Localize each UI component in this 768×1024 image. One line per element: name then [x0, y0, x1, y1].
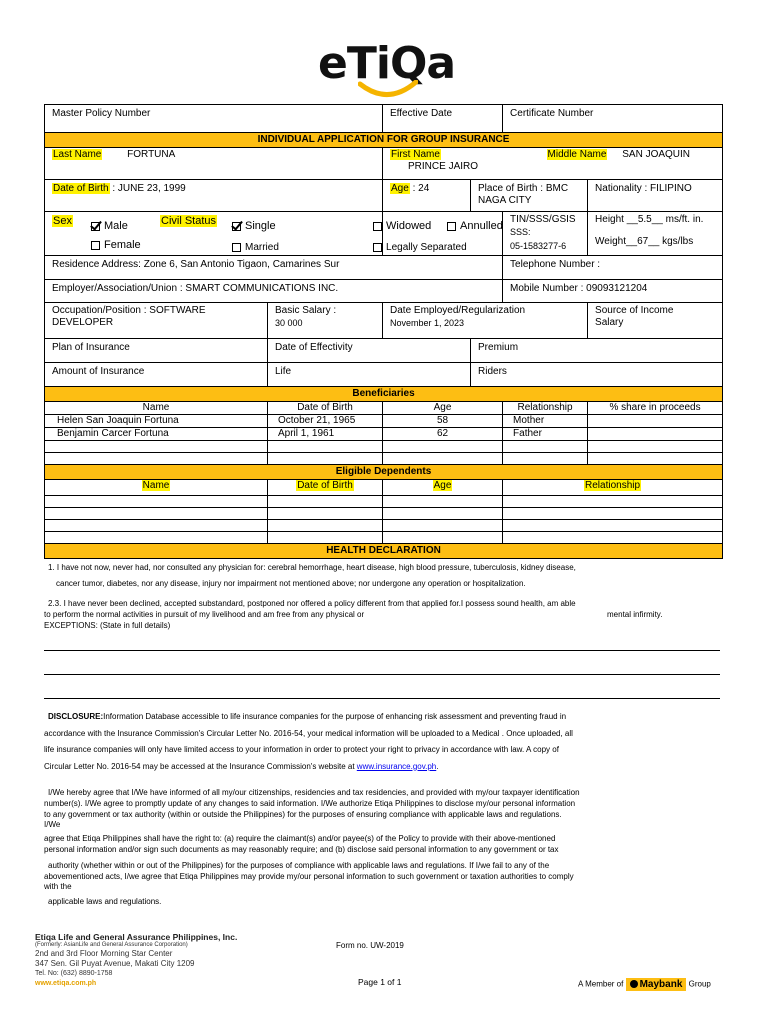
- income-source-value: Salary: [595, 317, 624, 328]
- date-employed-label: Date Employed/Regularization: [390, 305, 526, 316]
- ben-col-share: % share in proceeds: [588, 402, 723, 415]
- salary-field[interactable]: [268, 303, 383, 339]
- agreement-line: I/We: [44, 820, 61, 830]
- widowed-label: Widowed: [386, 220, 432, 232]
- table-row[interactable]: [45, 453, 723, 465]
- ben-col-name: Name: [45, 402, 268, 415]
- exceptions-label: EXCEPTIONS: (State in full details): [44, 621, 171, 630]
- dependents-section-title: Eligible Dependents: [45, 465, 723, 480]
- company-address-block: [35, 932, 237, 989]
- effectivity-label: Date of Effectivity: [275, 342, 353, 353]
- civil-single-option[interactable]: [232, 220, 276, 232]
- occupation-line2: DEVELOPER: [52, 317, 114, 328]
- life-field[interactable]: [268, 363, 471, 387]
- beneficiary-share: [588, 428, 723, 441]
- premium-label: Premium: [478, 342, 519, 353]
- legally-separated-checkbox[interactable]: [373, 243, 382, 252]
- certificate-number-field[interactable]: [503, 105, 723, 133]
- etiqa-logo: [318, 40, 466, 106]
- life-label: Life: [275, 366, 292, 377]
- telephone-label: Telephone Number :: [510, 259, 601, 270]
- maybank-tiger-icon: [630, 980, 638, 988]
- sss-label: SSS:: [510, 227, 531, 237]
- salary-label: Basic Salary :: [275, 305, 337, 316]
- company-name: Etiqa Life and General Assurance Philippines, Inc.: [35, 932, 238, 942]
- dep-col-name: Name: [142, 480, 170, 491]
- disclosure-line3: life insurance companies will only have limited access to your information in order to protect your right to privacy in accordance with law. A copy of: [44, 745, 559, 754]
- ben-col-dob: Date of Birth: [268, 402, 383, 415]
- married-label: Married: [245, 242, 279, 253]
- beneficiaries-section-title: Beneficiaries: [45, 387, 723, 402]
- ben-col-relationship: Relationship: [503, 402, 588, 415]
- disclosure-line2: accordance with the Insurance Commission's Circular Letter No. 2016-54, your medical information will be uploaded to a Medical . Once uploaded, all: [44, 728, 573, 738]
- beneficiary-dob: April 1, 1961: [268, 428, 383, 441]
- sex-male-option[interactable]: [91, 220, 128, 232]
- effective-date-label: Effective Date: [390, 108, 453, 119]
- riders-field[interactable]: [471, 363, 723, 387]
- middle-name-value: SAN JOAQUIN: [622, 149, 691, 160]
- address-line1: 2nd and 3rd Floor Morning Star Center: [35, 949, 173, 958]
- effective-date-field[interactable]: [383, 105, 503, 133]
- female-checkbox[interactable]: [91, 241, 100, 250]
- premium-field[interactable]: [471, 339, 723, 363]
- single-label: Single: [245, 220, 276, 232]
- maybank-text: Maybank: [639, 979, 683, 990]
- annulled-label: Annulled: [460, 220, 503, 232]
- beneficiary-age: 58: [383, 415, 503, 428]
- exceptions-line-1[interactable]: [44, 650, 720, 651]
- sex-female-option[interactable]: [91, 239, 141, 251]
- address-line2: 347 Sen. Gil Puyat Avenue, Makati City 1209: [35, 959, 195, 968]
- agreement-line: personal information and/or sign such documents as may reasonably require; and (b) disclose said personal information to any government or tax: [44, 844, 559, 854]
- health-question-1: [44, 561, 726, 590]
- company-formerly: (Formerly: AsianLife and General Assurance Corporation): [35, 942, 188, 948]
- master-policy-label: Master Policy Number: [52, 108, 151, 119]
- plan-field[interactable]: [45, 339, 268, 363]
- company-website[interactable]: www.etiqa.com.ph: [35, 980, 97, 987]
- form-number: Form no. UW-2019: [336, 941, 404, 950]
- table-row[interactable]: [45, 441, 723, 453]
- sex-label: Sex: [53, 215, 72, 227]
- exceptions-line-3[interactable]: [44, 698, 720, 699]
- female-label: Female: [104, 239, 141, 251]
- beneficiaries-header-row: [45, 402, 723, 415]
- health-question-2: [44, 598, 722, 631]
- dob-label: Date of Birth: [53, 183, 109, 194]
- tin-sss-field[interactable]: [503, 212, 588, 256]
- beneficiary-dob: October 21, 1965: [268, 415, 383, 428]
- agreement-line: number(s). I/We agree to promptly update of any changes to said information. I/We authorize Etiqa Philippines to disclose my/our personal information: [44, 798, 576, 808]
- first-name-label: First Name: [391, 149, 440, 160]
- place-of-birth-field[interactable]: [471, 180, 588, 212]
- application-form: [44, 104, 723, 559]
- riders-label: Riders: [478, 366, 507, 377]
- disclosure-line1: Information Database accessible to life insurance companies for the purpose of enhancing risk assessment and preventing fraud in: [103, 712, 567, 721]
- group-text: Group: [688, 979, 711, 989]
- employer-field[interactable]: [45, 280, 503, 303]
- income-source-label: Source of Income: [595, 305, 674, 316]
- place-of-birth-line1: Place of Birth : BMC: [478, 183, 569, 194]
- last-name-label: Last Name: [53, 149, 102, 160]
- legally-separated-label: Legally Separated: [386, 242, 467, 253]
- civil-status-cell: [383, 212, 503, 256]
- single-checkbox[interactable]: [232, 222, 241, 231]
- health-q1-line1: 1. I have not now, never had, nor consulted any physician for: cerebral hemorrhage, heart disease, high blood pressure, tuberculosis, kidney disease,: [48, 563, 576, 572]
- agreement-line: applicable laws and regulations.: [48, 897, 162, 907]
- page-number: Page 1 of 1: [358, 977, 402, 987]
- beneficiary-age: 62: [383, 428, 503, 441]
- middle-name-field[interactable]: [503, 148, 723, 180]
- civil-married-option[interactable]: [232, 242, 279, 254]
- disclosure-line4-end: .: [436, 761, 439, 771]
- effectivity-field[interactable]: [268, 339, 471, 363]
- agreement-line: I/We hereby agree that I/We have informed of all my/our citizenships, residencies and tax residencies, and provided with my/our taxpayer identification: [48, 788, 580, 797]
- income-source-field[interactable]: [588, 303, 723, 339]
- disclosure-block: [44, 709, 722, 775]
- annulled-checkbox[interactable]: [447, 222, 456, 231]
- dep-col-age: Age: [433, 480, 452, 491]
- agreement-line: to any government or tax authority (within or outside the Philippines) for the purposes of ensuring compliance with applicable laws and regulations.: [44, 809, 562, 819]
- beneficiary-name: Helen San Joaquin Fortuna: [45, 415, 268, 428]
- dob-value: : JUNE 23, 1999: [109, 183, 186, 194]
- health-q2-line1: 2.3. I have never been declined, accepted substandard, postponed nor offered a policy different from that applied for.I possess sound health, am able: [48, 599, 576, 608]
- salary-value: 30 000: [275, 318, 303, 328]
- table-row[interactable]: [45, 428, 723, 441]
- health-section-title: HEALTH DECLARATION: [45, 544, 723, 559]
- employer-value: Employer/Association/Union : SMART COMMUNICATIONS INC.: [52, 283, 339, 294]
- logo-text: eTiQa: [318, 38, 456, 89]
- health-q2-line2a: to perform the normal activities in pursuit of my livelihood and am free from any physical or: [44, 610, 365, 619]
- application-section-title: INDIVIDUAL APPLICATION FOR GROUP INSURANCE: [45, 133, 723, 148]
- health-q2-line2b: mental infirmity.: [607, 610, 663, 619]
- beneficiary-name: Benjamin Carcer Fortuna: [45, 428, 268, 441]
- residence-value: Residence Address: Zone 6, San Antonio Tigaon, Camarines Sur: [52, 259, 340, 270]
- agreement-block: [44, 788, 722, 908]
- dep-col-relationship: Relationship: [585, 480, 641, 491]
- exceptions-line-2[interactable]: [44, 674, 720, 675]
- ben-col-age: Age: [383, 402, 503, 415]
- weight-value: Weight__67__ kgs/lbs: [595, 236, 694, 247]
- last-name-field[interactable]: [45, 148, 383, 180]
- civil-annulled-option[interactable]: [447, 220, 503, 232]
- agreement-line: authority (whether within or out of the Philippines) for the purposes of compliance with applicable laws and regulations. If I/we fail to any of the: [48, 860, 550, 870]
- date-employed-value: November 1, 2023: [390, 318, 465, 328]
- first-name-field[interactable]: [383, 148, 503, 180]
- beneficiary-relationship: Mother: [503, 415, 588, 428]
- sex-civil-status-cell: [45, 212, 383, 256]
- married-checkbox[interactable]: [232, 243, 241, 252]
- height-weight-field[interactable]: [588, 212, 723, 256]
- dob-field[interactable]: [45, 180, 383, 212]
- health-q1-line2: cancer tumor, diabetes, nor any disease, injury nor impairment not mentioned above; nor undergone any operation or hospitalization.: [56, 579, 526, 588]
- mobile-value: Mobile Number : 09093121204: [510, 283, 648, 294]
- agreement-line: agree that Etiqa Philippines shall have the right to: (a) require the claimant(s) and/or payee(s) of the Policy to provide with their above-mentioned: [44, 834, 556, 844]
- amount-label: Amount of Insurance: [52, 366, 145, 377]
- height-value: Height __5.5__ ms/ft. in.: [595, 214, 704, 225]
- mobile-field[interactable]: [503, 280, 723, 303]
- sss-value: 05-1583277-6: [510, 241, 567, 251]
- table-row[interactable]: [45, 496, 723, 508]
- disclosure-line4: Circular Letter No. 2016-54 may be accessed at the Insurance Commission's website at: [44, 761, 357, 771]
- occupation-field[interactable]: [45, 303, 268, 339]
- age-label: Age: [391, 183, 409, 194]
- age-field[interactable]: [383, 180, 471, 212]
- table-row[interactable]: [45, 520, 723, 532]
- maybank-member-block: [578, 978, 711, 991]
- first-name-value: PRINCE JAIRO: [408, 161, 479, 172]
- widowed-checkbox[interactable]: [373, 222, 382, 231]
- beneficiary-relationship: Father: [503, 428, 588, 441]
- beneficiary-share: [588, 415, 723, 428]
- amount-field[interactable]: [45, 363, 268, 387]
- civil-widowed-option[interactable]: [373, 220, 431, 232]
- telephone-number: Tel. No: (632) 8890-1758: [35, 970, 113, 977]
- maybank-logo: [626, 978, 687, 991]
- nationality-value: Nationality : FILIPINO: [595, 183, 692, 194]
- civil-status-label: Civil Status: [161, 215, 217, 227]
- middle-name-label: Middle Name: [547, 149, 607, 160]
- date-employed-field[interactable]: [383, 303, 588, 339]
- nationality-field[interactable]: [588, 180, 723, 212]
- tin-label: TIN/SSS/GSIS: [510, 214, 576, 225]
- place-of-birth-line2: NAGA CITY: [478, 195, 532, 206]
- certificate-number-label: Certificate Number: [510, 108, 594, 119]
- male-label: Male: [104, 220, 128, 232]
- agreement-line: abovementioned acts, I/we agree that Etiqa Philippines may provide my/our personal information to such government or taxation authorities to comply: [44, 871, 574, 881]
- dependents-header-row: [45, 480, 723, 496]
- male-checkbox[interactable]: [91, 222, 100, 231]
- table-row[interactable]: [45, 508, 723, 520]
- plan-label: Plan of Insurance: [52, 342, 130, 353]
- last-name-value: FORTUNA: [127, 149, 176, 160]
- residence-field[interactable]: [45, 256, 503, 280]
- member-of-text: A Member of: [578, 979, 624, 989]
- disclosure-label: DISCLOSURE:: [48, 712, 104, 721]
- dep-col-dob: Date of Birth: [297, 480, 353, 491]
- civil-legally-separated-option[interactable]: [373, 242, 467, 254]
- logo-smile-icon: [358, 80, 418, 102]
- master-policy-field[interactable]: [45, 105, 383, 133]
- table-row[interactable]: [45, 532, 723, 544]
- telephone-field[interactable]: [503, 256, 723, 280]
- agreement-line: with the: [44, 882, 72, 892]
- occupation-line1: Occupation/Position : SOFTWARE: [52, 305, 206, 316]
- age-value: : 24: [409, 183, 430, 194]
- table-row[interactable]: [45, 415, 723, 428]
- insurance-website-link[interactable]: www.insurance.gov.ph: [356, 761, 437, 771]
